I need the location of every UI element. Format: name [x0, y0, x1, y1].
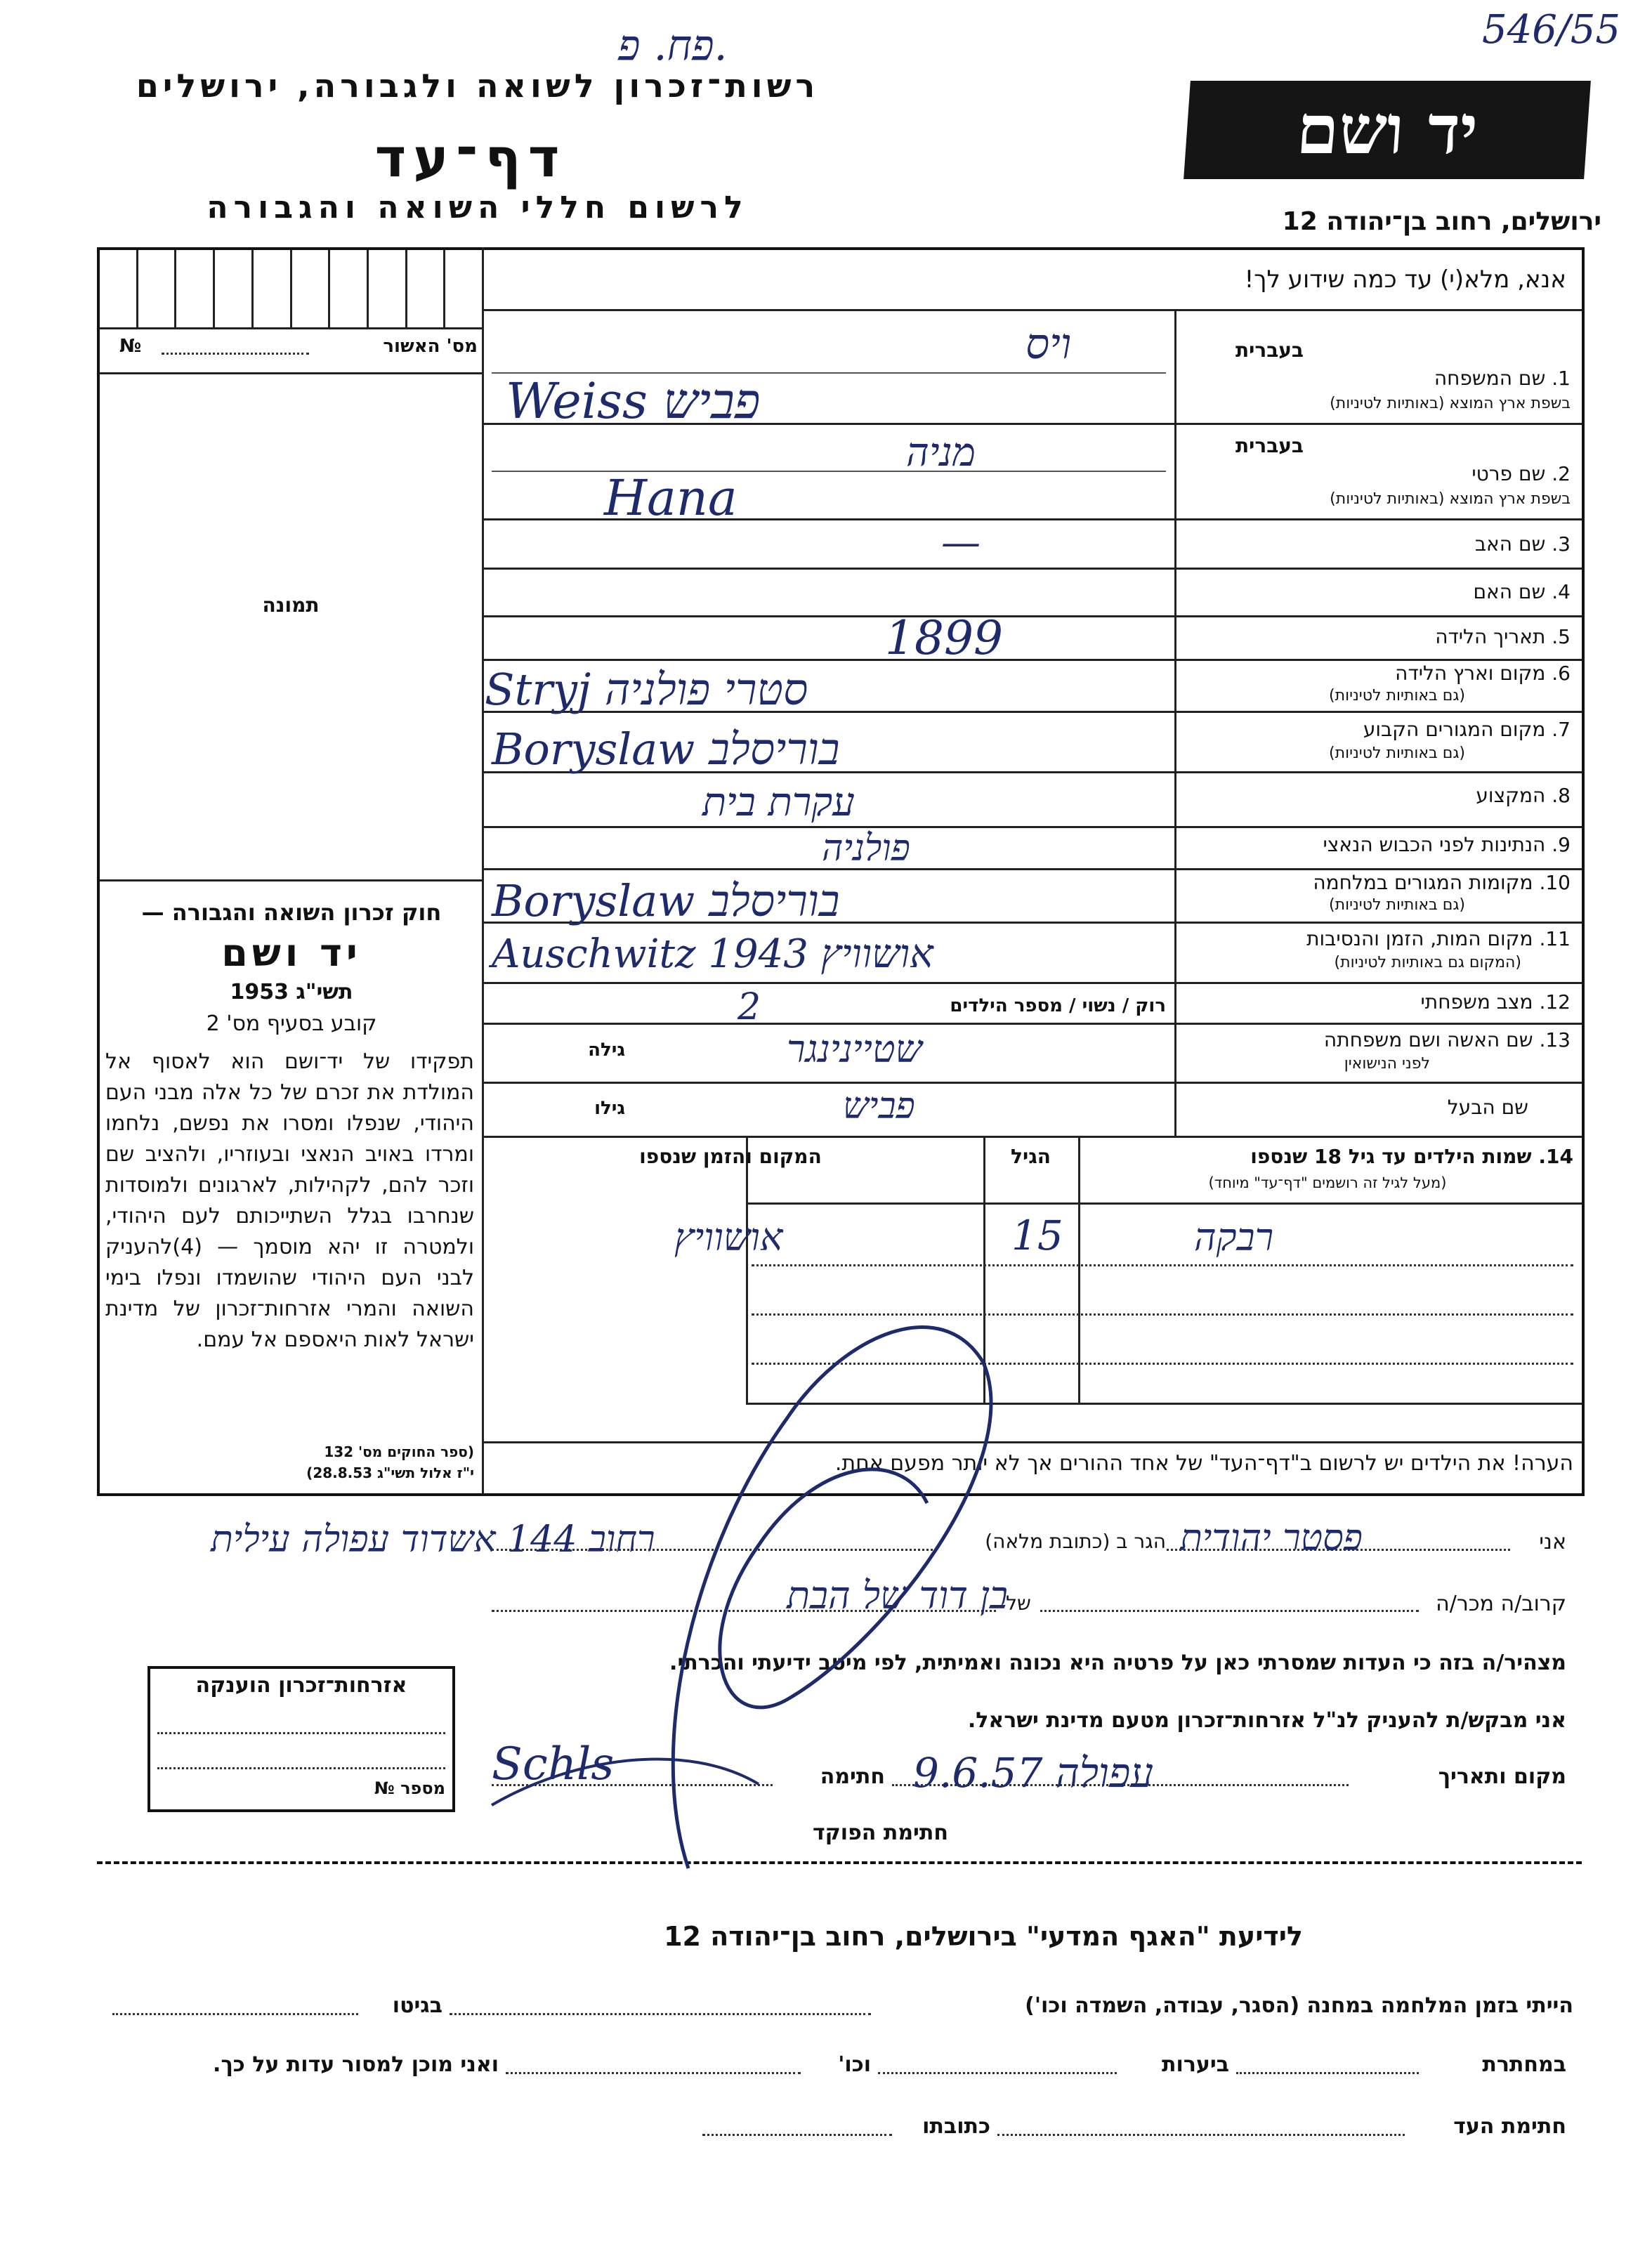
row-num: 6.	[1552, 662, 1571, 685]
before-marriage: לפני הנישואין	[1344, 1055, 1430, 1073]
row-birth-date	[1435, 625, 1571, 648]
no-sign: №	[119, 336, 142, 357]
row-family-name	[1434, 367, 1571, 390]
hw-marital: 2	[738, 986, 761, 1028]
bottom-line2-c: וכו'	[838, 2052, 871, 2077]
death-sub: (המקום גם באותיות לטיניות)	[1334, 954, 1521, 971]
row-profession	[1476, 784, 1571, 807]
officer-signature-label: חתימת הפוקד	[813, 1821, 948, 1845]
declaration-of: של	[997, 1592, 1040, 1615]
row-num: 9.	[1552, 833, 1571, 856]
row-label: מקום המגורים הקבוע	[1363, 718, 1546, 741]
approval-no-label: מס' האשור	[383, 336, 478, 357]
hw-first-latin: Hana	[604, 469, 738, 527]
hw-family-he: ויס	[1025, 320, 1072, 369]
origin-latin-2: בשפת ארץ המוצא (באותיות לטיניות)	[1330, 490, 1571, 508]
form-title: דף־עד	[374, 126, 567, 189]
row-label: מצב משפחתי	[1420, 990, 1533, 1014]
hw-first-he: מניה	[906, 430, 976, 476]
origin-latin-1: בשפת ארץ המוצא (באותיות לטיניות)	[1330, 395, 1571, 412]
row-husband	[1448, 1096, 1528, 1119]
bottom-title: לידיעת "האגף המדעי" בירושלים, רחוב בן־יהודה 12	[664, 1921, 1303, 1952]
bottom-line3-a: חתימת העד	[1453, 2114, 1566, 2139]
law-reference: (ספר החוקים מס' 132	[324, 1443, 474, 1460]
row-residence	[1363, 718, 1571, 741]
hw-family-latin: Weiss פביש	[506, 372, 761, 430]
row-num: 11.	[1539, 927, 1571, 950]
latin-too-7: (גם באותיות לטיניות)	[1329, 745, 1465, 762]
hw-wife: שטיינינגר	[787, 1027, 922, 1071]
form-intro: אנא, מלא(י) עד כמה שידוע לך!	[1244, 266, 1566, 294]
children-header	[1082, 1145, 1573, 1168]
row-num: 8.	[1552, 784, 1571, 807]
children-num: 14.	[1538, 1145, 1573, 1168]
bottom-line2-b: ביערות	[1162, 2052, 1229, 2077]
children-header-text: שמות הילדים עד גיל 18 שנספו	[1250, 1145, 1532, 1168]
row-label: שם האשה ושם משפחתה	[1323, 1028, 1533, 1051]
row-label: שם האב	[1474, 532, 1546, 556]
handwritten-file-code: פח. פ.	[618, 21, 728, 70]
row-num: 4.	[1552, 580, 1571, 603]
law-clause: קובע בסעיף מס' 2	[206, 1011, 377, 1036]
hw-address: רחוב 144 אשדוד עפולה עילית	[211, 1519, 655, 1561]
hw-death: Auschwitz 1943 אושוויץ	[492, 931, 933, 977]
declaration-relative: קרוב/ה מכר/ה	[1436, 1592, 1566, 1616]
latin-too-10: (גם באותיות לטיניות)	[1329, 896, 1465, 914]
row-nationality	[1323, 833, 1571, 856]
row-num: 12.	[1539, 990, 1571, 1014]
bottom-line3-b: כתובתו	[922, 2114, 990, 2139]
law-date: י"ז אלול תשי"ג 28.8.53)	[306, 1464, 474, 1481]
hw-child-age: 15	[1011, 1212, 1063, 1259]
row-num: 2.	[1552, 462, 1571, 485]
address-line: ירושלים, רחוב בן־יהודה 12	[1282, 207, 1601, 236]
row-label: תאריך הלידה	[1435, 625, 1546, 648]
bottom-line2-d: ואני מוכן למסור עדות על כך.	[213, 2052, 499, 2077]
place-date-label: מקום ותאריך	[1438, 1764, 1566, 1789]
bottom-line1-a: הייתי בזמן המלחמה במחנה (הסגר, עבודה, השמדה וכו')	[1025, 1993, 1573, 2018]
hw-signature: Schls	[492, 1738, 615, 1790]
row-label: מקום המות, הזמן והנסיבות	[1306, 927, 1533, 950]
latin-too-6: (גם באותיות לטיניות)	[1329, 687, 1465, 704]
law-yad-vashem: יד ושם	[221, 931, 362, 975]
row-label: שם המשפחה	[1434, 367, 1546, 390]
row-label: הנתינות לפני הכבוש הנאצי	[1323, 833, 1546, 856]
box-no-sign: №	[374, 1778, 395, 1798]
wife-age-label: גילה	[588, 1040, 625, 1061]
row-num: 7.	[1552, 718, 1571, 741]
row-label: שם האם	[1473, 580, 1546, 603]
row-death	[1306, 927, 1571, 950]
authority-line: רשות־זכרון לשואה ולגבורה, ירושלים	[136, 67, 820, 105]
pen-scribble	[393, 1250, 1096, 1882]
row-war-residence	[1313, 871, 1571, 894]
signature-label: חתימה	[820, 1764, 885, 1789]
form-subtitle: לרשום חללי השואה והגבורה	[206, 190, 749, 225]
bottom-line1-b: בגיטו	[392, 1993, 442, 2018]
declaration-residing: הגר ב (כתובת מלאה)	[934, 1530, 1166, 1553]
declaration-i: אני	[1539, 1530, 1566, 1554]
hw-declarant: פסטר יהודית	[1180, 1517, 1363, 1559]
hw-husband: פביש	[843, 1085, 915, 1127]
row-num: 13.	[1539, 1028, 1571, 1051]
declaration-statement: מצהיר/ה בזה כי העדות שמסרתי כאן על פרטיה היא נכונה ואמיתית, לפי מיטב ידיעתי והכרתי.	[669, 1651, 1566, 1675]
handwritten-file-number: 546/55	[1482, 7, 1621, 53]
row-label: המקצוע	[1476, 784, 1546, 807]
citizenship-box-title: אזרחות־זכרון הוענקה	[195, 1673, 407, 1698]
child-age-header: הגיל	[1011, 1145, 1051, 1168]
row-label: מקומות המגורים במלחמה	[1313, 871, 1533, 894]
row-num: 5.	[1552, 625, 1571, 648]
bottom-line2-a: במחתרת	[1482, 2052, 1566, 2077]
child-place-header: המקום והזמן שנספו	[639, 1145, 822, 1168]
photo-label: תמונה	[262, 594, 320, 617]
law-text: תפקידו של יד־ושם הוא לאסוף אל המולדת את זכרם של כל אלה מבני העם היהודי, שנפלו ומסרו את נפשם, נלחמו ומרדו באויב הנאצי ובעוזריו, ולהציב שם וזכר להם, לקהילות, לארגונים ולמוסדות שנחרבו בגלל השתייכותם לעם היהודי, ולמטרה זו יהא מוסמך — (4)להעניק לבני העם היהודי שהושמדו ונפלו בימי השואה והמרי אזרחות־זכרון של מדינת ישראל לאות היאספם אל עמם.	[105, 1049, 474, 1352]
hw-profession: עקרת בית	[702, 780, 855, 825]
row-wife	[1324, 1028, 1571, 1051]
box-number-text: מספר	[400, 1778, 445, 1798]
hw-birth-place: Stryj סטרי פולניה	[485, 664, 808, 715]
yad-vashem-logo	[1184, 81, 1591, 179]
hw-child-name: רבקה	[1194, 1215, 1274, 1259]
row-label: מקום וארץ הלידה	[1395, 662, 1546, 685]
husband-age-label: גילו	[594, 1098, 625, 1119]
row-first-name	[1471, 462, 1571, 485]
row-label: שם פרטי	[1471, 462, 1546, 485]
children-sub: (מעל לגיל זה רושמים "דף־עד" מיוחד)	[1208, 1174, 1447, 1191]
marital-sub-label: רוק / נשוי / מספר הילדים	[950, 995, 1166, 1016]
in-hebrew-label-2: בעברית	[1235, 434, 1304, 457]
row-father	[1475, 532, 1571, 556]
logo-text: יד ושם	[1294, 90, 1481, 169]
law-title: חוק זכרון השואה והגבורה —	[141, 899, 442, 926]
hw-war-residence: Boryslaw בוריסלב	[492, 875, 840, 926]
row-label: שם הבעל	[1447, 1096, 1528, 1119]
hw-birth-date: 1899	[885, 611, 1003, 665]
children-note: הערה! את הילדים יש לרשום ב"דף־העד" של אחד ההורים אך לא יותר מפעם אחת.	[834, 1451, 1573, 1476]
hw-child-place: אושוויץ	[674, 1215, 783, 1259]
hw-father: —	[941, 520, 981, 565]
row-mother	[1473, 580, 1571, 603]
row-num: 3.	[1552, 532, 1571, 556]
declaration-request: אני מבקש/ת להעניק לנ"ל אזרחות־זכרון מטעם מדינת ישראל.	[967, 1708, 1566, 1733]
hw-relation: בן דוד של הבת	[787, 1573, 1008, 1618]
hw-nationality: פולניה	[822, 827, 910, 870]
law-year: תשי"ג 1953	[230, 980, 353, 1004]
hw-place-date: עפולה 9.6.57	[913, 1749, 1154, 1797]
hw-residence: Boryslaw בוריסלב	[492, 723, 840, 775]
number-boxes	[100, 250, 482, 329]
row-num: 1.	[1552, 367, 1571, 390]
in-hebrew-label-1: בעברית	[1235, 339, 1304, 362]
row-marital	[1421, 990, 1571, 1014]
row-num: 10.	[1539, 871, 1571, 894]
row-birth-place	[1395, 662, 1571, 685]
